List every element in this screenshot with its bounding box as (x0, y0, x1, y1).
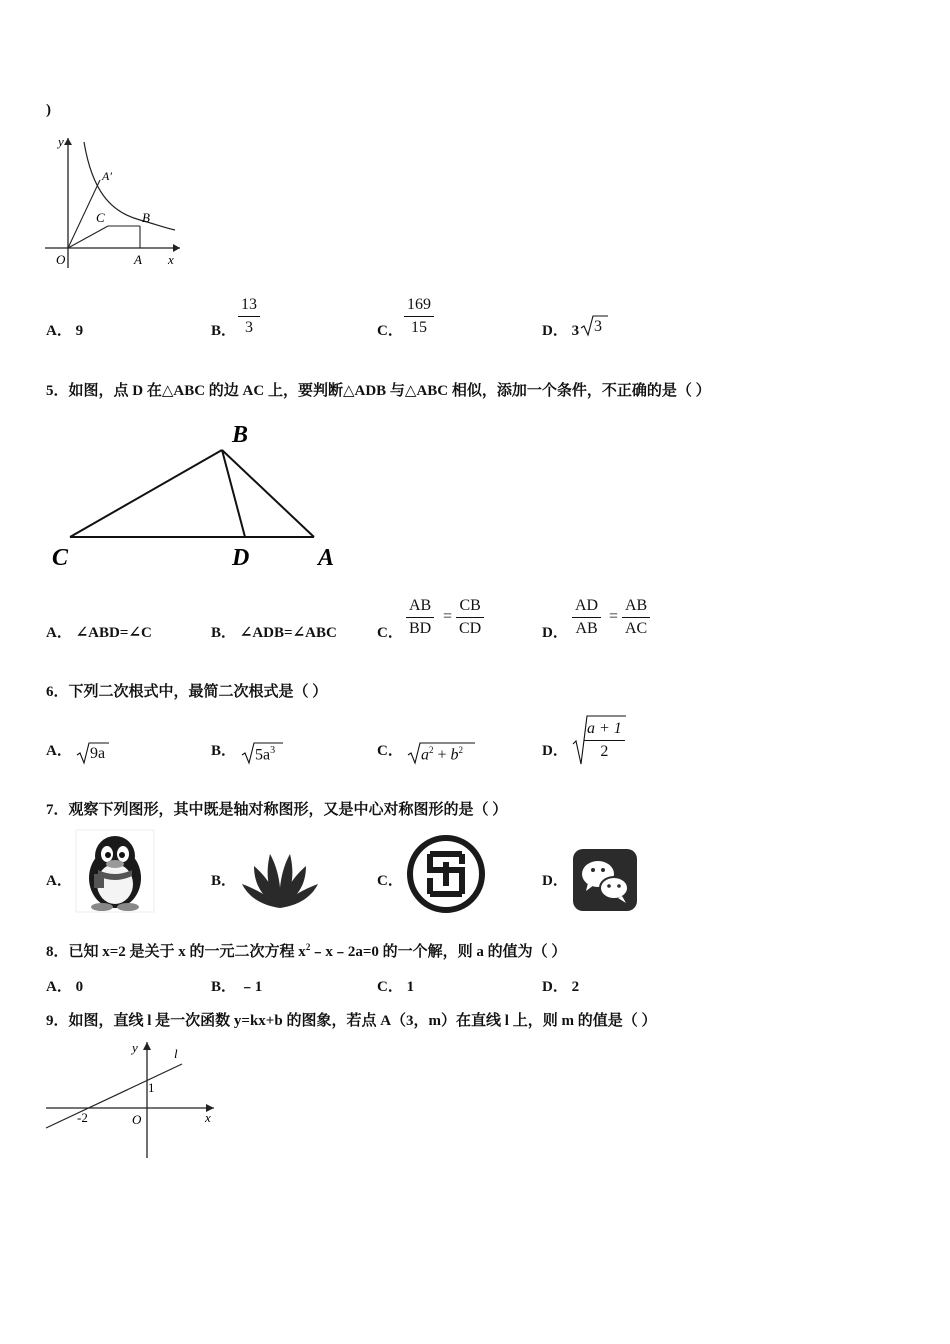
fraction-numerator: a + 1 (584, 718, 625, 741)
option-value: 1 (406, 979, 415, 995)
q5-option-c-fraction-right (456, 595, 484, 640)
option-value: 9 (75, 323, 84, 339)
q4-option-b-fraction (238, 294, 260, 339)
option-letter: A． (46, 323, 72, 339)
fraction-numerator: AB (406, 595, 434, 618)
qq-penguin-icon (76, 830, 154, 912)
continued-paren: ) (46, 102, 51, 118)
q6-option-c-radicand (421, 745, 463, 764)
q9-stem: 9．如图，直线 l 是一次函数 y=kx+b 的图象，若点 A（3，m）在直线 l 上，则 m 的值是（ ） (46, 1013, 657, 1029)
fig9-label-o: O (132, 1112, 142, 1127)
option-letter: C． (377, 979, 403, 995)
q5-option-c-equals: = (443, 608, 453, 625)
fig5-label-a: A (318, 545, 335, 571)
fig5-label-d: D (232, 545, 250, 571)
q8-stem (46, 940, 566, 961)
fraction-numerator: AB (622, 595, 650, 618)
fraction-denominator: AB (575, 620, 598, 637)
fig5-label-c: C (52, 545, 69, 571)
q4-option-d[interactable] (542, 319, 579, 340)
q8-option-a[interactable] (46, 975, 83, 996)
option-value: ﹣1 (239, 979, 263, 995)
fraction-numerator: AD (572, 595, 601, 618)
fraction-numerator: 13 (238, 294, 260, 317)
fraction-numerator: CB (456, 595, 484, 618)
fraction-denominator: AC (625, 620, 648, 637)
q5-option-c-letter[interactable]: C． (377, 625, 403, 641)
q6-option-a-letter[interactable]: A． (46, 743, 72, 759)
option-letter: A． (46, 979, 72, 995)
option-letter: B． (211, 625, 237, 641)
q6-option-b-letter[interactable]: B． (211, 743, 237, 759)
fraction-denominator: 3 (245, 319, 253, 336)
exponent: 2 (429, 745, 434, 755)
fraction-numerator: 169 (404, 294, 434, 317)
option-letter: A． (46, 625, 72, 641)
q6-stem: 6．下列二次根式中，最简二次根式是（ ） (46, 684, 328, 700)
wechat-logo-icon (572, 848, 638, 912)
bank-logo-icon (404, 834, 488, 914)
radicand-base: 5a (255, 746, 271, 764)
fraction-denominator: BD (409, 620, 432, 637)
fig4-label-o: O (56, 252, 66, 267)
exponent: 2 (458, 745, 464, 755)
term-a: a (421, 746, 429, 764)
q7-option-a-letter[interactable]: A． (46, 873, 72, 889)
exponent: 2 (305, 942, 311, 952)
q4-hyperbola-figure (40, 130, 190, 275)
huawei-logo-icon (240, 848, 320, 910)
fig4-label-x: x (168, 252, 174, 267)
term-b: b (450, 746, 459, 764)
q5-option-d-equals: = (609, 608, 619, 625)
q6-option-c-letter[interactable]: C． (377, 743, 403, 759)
option-value: 0 (75, 979, 84, 995)
coefficient: 3 (571, 323, 580, 339)
stem-part: ﹣x﹣2a=0 的一个解，则 a 的值为（ ） (310, 944, 567, 960)
fig4-label-b: B (142, 210, 150, 225)
fig9-label-x: x (205, 1110, 211, 1125)
q4-option-a[interactable] (46, 319, 83, 340)
q4-option-d-radicand: 3 (594, 318, 602, 335)
stem-part: 8．已知 x=2 是关于 x 的一元二次方程 x (46, 944, 306, 960)
q6-option-a-radicand: 9a (90, 745, 106, 762)
q5-option-b[interactable] (211, 621, 337, 642)
fig9-label-y: y (132, 1040, 138, 1055)
q8-option-b[interactable] (211, 975, 262, 996)
fraction-denominator: 15 (411, 319, 427, 336)
q7-option-b-letter[interactable]: B． (211, 873, 237, 889)
q8-option-d[interactable] (542, 975, 579, 996)
fraction-denominator: CD (459, 620, 482, 637)
q5-option-d-fraction-left (572, 595, 601, 640)
fraction-denominator: 2 (600, 743, 609, 760)
q5-option-a[interactable] (46, 621, 152, 642)
fig5-label-b: B (232, 422, 249, 448)
q5-option-d-fraction-right (622, 595, 650, 640)
q5-stem: 5．如图，点 D 在△ABC 的边 AC 上，要判断△ADB 与△ABC 相似，添加一个条件，不正确的是（ ） (46, 383, 711, 399)
q4-option-b-letter[interactable]: B． (211, 323, 237, 339)
plus-sign: + (437, 746, 447, 764)
q6-option-d-fraction (584, 718, 625, 763)
q8-option-c[interactable] (377, 975, 414, 996)
q4-option-c-fraction (404, 294, 434, 339)
option-letter: D． (542, 323, 568, 339)
fig4-label-c: C (96, 210, 105, 225)
q9-line-graph-figure (44, 1038, 224, 1160)
q5-triangle-figure (46, 420, 346, 575)
fig4-label-a-prime: A′ (102, 169, 112, 183)
q5-option-c-fraction-left (406, 595, 434, 640)
option-value: 2 (571, 979, 580, 995)
fig4-label-y: y (58, 134, 64, 149)
radicand-exponent: 3 (270, 745, 276, 756)
option-letter: D． (542, 979, 568, 995)
option-text: ∠ABD=∠C (75, 625, 152, 641)
q7-option-c-letter[interactable]: C． (377, 873, 403, 889)
option-letter: B． (211, 979, 237, 995)
q5-option-d-letter[interactable]: D． (542, 625, 568, 641)
q6-option-b-radicand (255, 745, 275, 764)
q6-option-d-letter[interactable]: D． (542, 743, 568, 759)
fig9-label-minus-two: -2 (77, 1110, 88, 1125)
q4-option-c-letter[interactable]: C． (377, 323, 403, 339)
q7-option-d-letter[interactable]: D． (542, 873, 568, 889)
fig4-label-a: A (134, 252, 142, 267)
q7-stem: 7．观察下列图形，其中既是轴对称图形，又是中心对称图形的是（ ） (46, 802, 508, 818)
option-text: ∠ADB=∠ABC (239, 625, 337, 641)
fig9-label-one: 1 (148, 1080, 155, 1095)
fig9-label-l: l (174, 1046, 178, 1061)
